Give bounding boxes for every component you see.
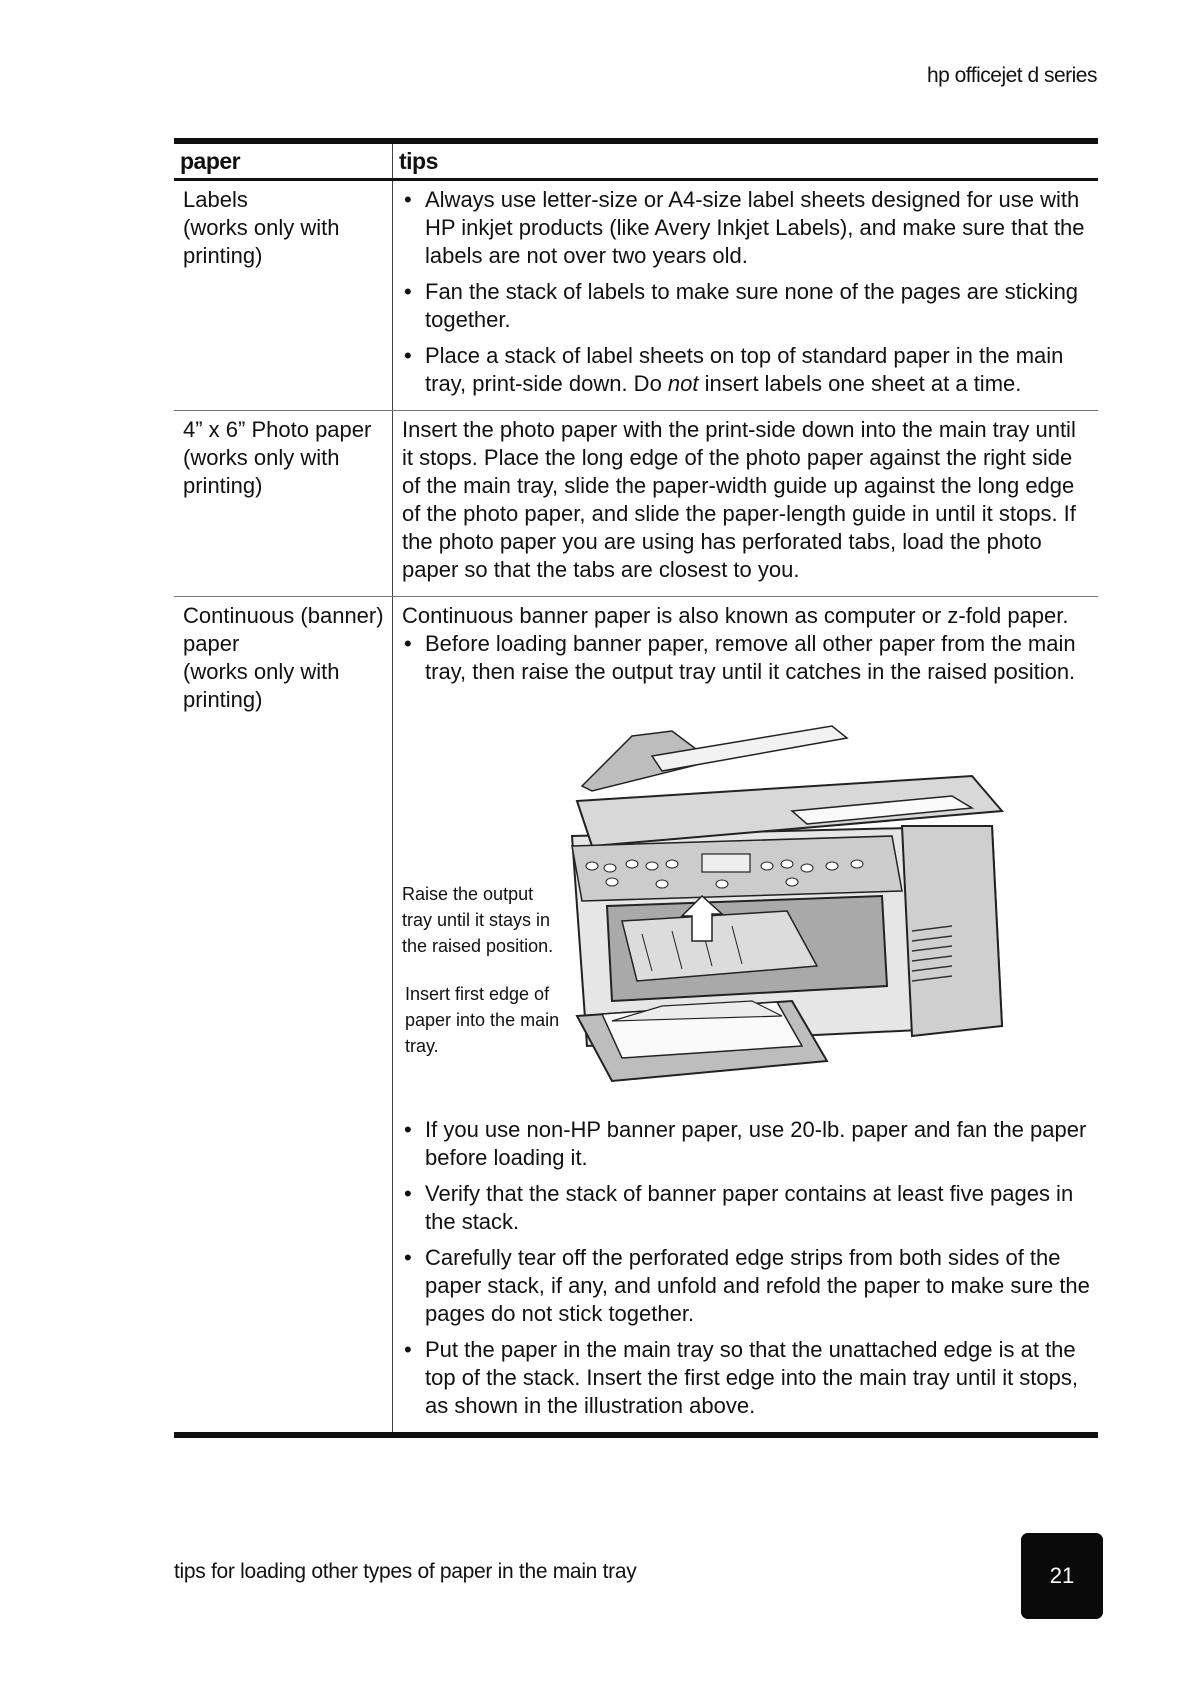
page-number-badge: 21	[1021, 1533, 1103, 1619]
emphasis-not: not	[667, 371, 699, 396]
paper-type-banner: Continuous (banner) paper (works only with printing)	[183, 603, 384, 712]
paper-type-labels: Labels (works only with printing)	[183, 187, 340, 268]
header-series-title: hp officejet d series	[926, 64, 1097, 87]
table-row-photo-paper	[174, 411, 1098, 597]
tip-item: • Always use letter-size or A4-size label sheets designed for use with HP inkjet products (like Avery Inkjet Labels), and make sure that the labels are not over two years old.	[402, 186, 1090, 270]
photo-paper-tip: Insert the photo paper with the print-side down into the main tray until it stops. Place the long edge of the photo paper against the right side of the main tray, slide the paper-width guide up against the long edge of the photo paper, and slide the paper-length guide in until it stops. If the photo paper you are using has perforated tabs, load the photo paper so that the tabs are closest to you.	[402, 417, 1076, 582]
tip-item: • If you use non-HP banner paper, use 20-lb. paper and fan the paper before loading it.	[402, 1116, 1090, 1172]
footer-section-title: tips for loading other types of paper in the main tray	[174, 1560, 637, 1583]
labels-tips-list	[402, 186, 1090, 398]
tip-item: • Carefully tear off the perforated edge strips from both sides of the paper stack, if any, and unfold and refold the paper to make sure the pages do not stick together.	[402, 1244, 1090, 1328]
table-row-banner-paper	[174, 597, 1098, 1438]
table-row-labels	[174, 181, 1098, 411]
caption-insert-first-edge: Insert first edge of paper into the main tray.	[405, 984, 560, 1056]
banner-tips-after	[402, 1116, 1090, 1420]
tip-item: • Put the paper in the main tray so that the unattached edge is at the top of the stack. Insert the first edge into the main tray until it stops, as shown in the illustration above.	[402, 1336, 1090, 1420]
banner-intro: Continuous banner paper is also known as computer or z-fold paper.	[402, 603, 1069, 628]
tip-item: • Verify that the stack of banner paper contains at least five pages in the stack.	[402, 1180, 1090, 1236]
paper-tips-table	[174, 138, 1098, 1438]
printer-illustration	[402, 686, 1090, 1116]
paper-type-photo: 4” x 6” Photo paper (works only with printing)	[183, 417, 372, 498]
column-header-paper: paper	[174, 144, 393, 178]
printer-drawing	[552, 716, 1052, 1096]
caption-raise-output-tray: Raise the output tray until it stays in the raised position.	[402, 884, 554, 956]
tip-item: • Before loading banner paper, remove all other paper from the main tray, then raise the output tray until it catches in the raised position.	[402, 630, 1090, 686]
table-header-row	[174, 144, 1098, 181]
tip-item: • Place a stack of label sheets on top of standard paper in the main tray, print-side down. Do not insert labels one sheet at a time.	[402, 342, 1090, 398]
column-header-tips: tips	[399, 148, 438, 174]
tip-item: • Fan the stack of labels to make sure none of the pages are sticking together.	[402, 278, 1090, 334]
banner-tips-before	[402, 630, 1090, 686]
